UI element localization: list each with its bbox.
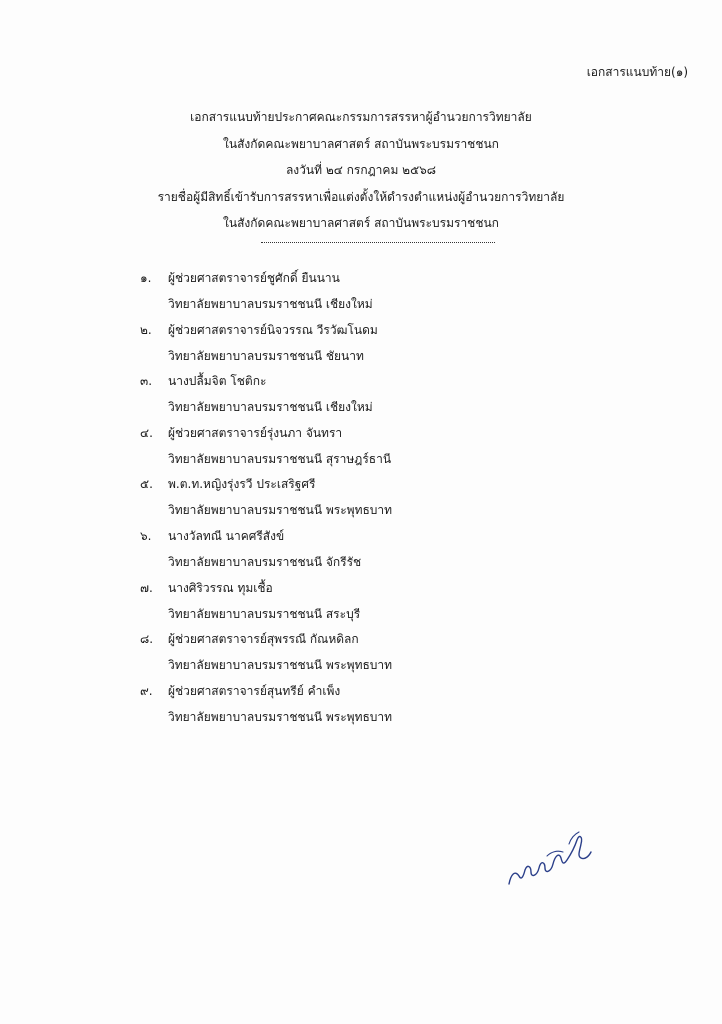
item-number: ๙. <box>140 683 153 698</box>
list-item <box>140 627 700 679</box>
header-line-affiliation: ในสังกัดคณะพยาบาลศาสตร์ สถาบันพระบรมราชชนก <box>223 136 499 151</box>
header-line-list-title: รายชื่อผู้มีสิทธิ์เข้ารับการสรรหาเพื่อแต่งตั้งให้ดำรงตำแหน่งผู้อำนวยการวิทยาลัย <box>157 189 565 204</box>
candidate-college: วิทยาลัยพยาบาลบรมราชชนนี จักรีรัช <box>168 554 362 569</box>
document-header <box>0 104 722 237</box>
attachment-reference: เอกสารแนบท้าย(๑) <box>586 65 688 79</box>
list-item <box>140 472 700 524</box>
item-number: ๒. <box>140 322 152 337</box>
item-number: ๑. <box>140 271 152 285</box>
list-item <box>140 524 700 576</box>
list-item <box>140 576 700 628</box>
item-number: ๖. <box>140 528 152 543</box>
list-item <box>140 318 700 370</box>
candidate-name: นางปลื้มจิต โชติกะ <box>168 374 267 389</box>
candidate-college: วิทยาลัยพยาบาลบรมราชชนนี สุราษฎร์ธานี <box>168 451 392 466</box>
handwritten-signature-icon <box>505 826 595 890</box>
candidate-list <box>140 266 700 730</box>
candidate-name: ผู้ช่วยศาสตราจารย์นิจวรรณ วีรวัฒโนดม <box>168 322 378 337</box>
candidate-college: วิทยาลัยพยาบาลบรมราชชนนี พระพุทธบาท <box>168 658 393 673</box>
candidate-name: นางวัลทณี นาคศรีสังข์ <box>168 528 285 543</box>
list-item <box>140 421 700 473</box>
header-line-announcement: เอกสารแนบท้ายประกาศคณะกรรมการสรรหาผู้อำนวยการวิทยาลัย <box>190 110 532 124</box>
candidate-name: ผู้ช่วยศาสตราจารย์รุ่งนภา จันทรา <box>168 425 343 440</box>
signature-flourish <box>547 832 579 856</box>
candidate-college: วิทยาลัยพยาบาลบรมราชชนนี เชียงใหม่ <box>168 297 373 311</box>
signature-stroke <box>509 837 591 884</box>
item-number: ๗. <box>140 580 153 595</box>
item-number: ๘. <box>140 632 154 647</box>
candidate-name: ผู้ช่วยศาสตราจารย์ชูศักดิ์ ยืนนาน <box>168 271 340 285</box>
item-number: ๔. <box>140 425 153 440</box>
candidate-college: วิทยาลัยพยาบาลบรมราชชนนี พระพุทธบาท <box>168 503 393 518</box>
list-item <box>140 369 700 421</box>
candidate-college: วิทยาลัยพยาบาลบรมราชชนนี พระพุทธบาท <box>168 709 393 724</box>
candidate-name: ผู้ช่วยศาสตราจารย์สุนทรีย์ คำเพ็ง <box>168 683 341 698</box>
candidate-college: วิทยาลัยพยาบาลบรมราชชนนี สระบุรี <box>168 606 361 621</box>
list-item <box>140 679 700 731</box>
candidate-name: นางศิริวรรณ ทุมเชื้อ <box>168 580 273 595</box>
candidate-name: ผู้ช่วยศาสตราจารย์สุพรรณี กัณหดิลก <box>168 632 359 647</box>
dotted-separator <box>261 242 495 243</box>
header-line-date: ลงวันที่ ๒๔ กรกฎาคม ๒๕๖๘ <box>285 163 437 177</box>
candidate-college: วิทยาลัยพยาบาลบรมราชชนนี ชัยนาท <box>168 348 364 363</box>
item-number: ๓. <box>140 374 153 389</box>
candidate-college: วิทยาลัยพยาบาลบรมราชชนนี เชียงใหม่ <box>168 400 373 415</box>
header-line-affiliation-2: ในสังกัดคณะพยาบาลศาสตร์ สถาบันพระบรมราชชนก <box>223 216 499 230</box>
candidate-name: พ.ต.ท.หญิงรุ่งรวี ประเสริฐศรี <box>168 477 316 492</box>
item-number: ๕. <box>140 477 153 492</box>
list-item <box>140 266 700 318</box>
